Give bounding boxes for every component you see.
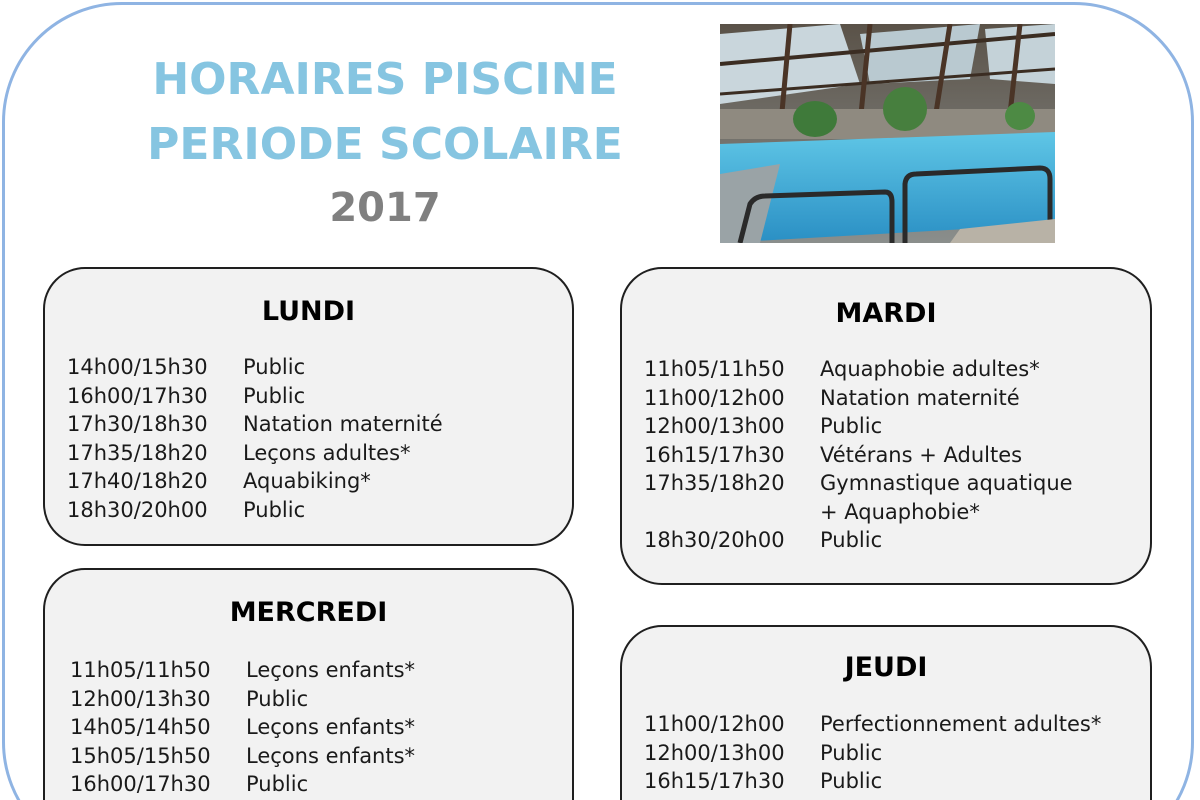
swimming-pool-photo [720, 24, 1055, 243]
schedule-time: 18h30/20h00 [67, 497, 208, 522]
schedule-row [644, 412, 1140, 441]
schedule-activity: Public [820, 740, 883, 765]
schedule-time: 11h00/12h00 [644, 712, 785, 736]
schedule-list-mardi [644, 355, 1140, 555]
schedule-row [70, 742, 562, 771]
schedule-row [70, 685, 562, 714]
day-title-mercredi: MERCREDI [229, 597, 388, 628]
schedule-row [67, 410, 562, 439]
schedule-time: 11h05/11h50 [70, 658, 211, 682]
schedule-row [67, 467, 562, 496]
schedule-time: 12h00/13h00 [644, 740, 785, 765]
schedule-time: 12h00/13h00 [644, 414, 785, 438]
schedule-row [644, 355, 1140, 384]
schedule-row [70, 770, 562, 799]
day-title-jeudi: JEUDI [844, 652, 928, 683]
schedule-time: 16h00/17h30 [67, 383, 208, 408]
schedule-activity: Public [243, 497, 306, 522]
schedule-activity: Natation maternité [820, 385, 1020, 410]
schedule-row [644, 526, 1140, 555]
schedule-activity: Aquaphobie adultes* [820, 357, 1040, 381]
schedule-row [644, 384, 1140, 413]
schedule-row [67, 382, 562, 411]
schedule-row [644, 710, 1140, 739]
schedule-activity: Public [243, 355, 306, 379]
day-title-mardi: MARDI [835, 298, 937, 329]
schedule-list-lundi [67, 353, 562, 524]
schedule-row [644, 739, 1140, 768]
schedule-activity: Aquabiking* [243, 469, 371, 493]
schedule-time: 17h35/18h20 [67, 440, 208, 465]
page-year: 2017 [329, 185, 441, 231]
schedule-activity: Public [246, 772, 309, 796]
schedule-time: 17h30/18h30 [67, 412, 208, 436]
schedule-time: 17h40/18h20 [67, 469, 208, 493]
day-title-lundi: LUNDI [261, 296, 356, 327]
schedule-activity: Leçons enfants* [246, 743, 416, 768]
schedule-row [644, 441, 1140, 470]
schedule-activity: Natation maternité [243, 412, 443, 436]
schedule-activity: Vétérans + Adultes [820, 442, 1023, 467]
schedule-row [644, 498, 1140, 527]
schedule-time: 15h05/15h50 [70, 743, 211, 768]
day-box-mardi [620, 267, 1152, 585]
schedule-row [70, 713, 562, 742]
schedule-time: 11h00/12h00 [644, 385, 785, 410]
schedule-activity: Public [246, 686, 309, 711]
schedule-list-mercredi [70, 656, 562, 799]
schedule-row [67, 353, 562, 382]
page-title-line2: PERIODE SCOLAIRE [147, 119, 623, 170]
schedule-activity: Public [820, 414, 883, 438]
schedule-activity: Leçons adultes* [243, 440, 411, 465]
schedule-time: 14h05/14h50 [70, 715, 211, 739]
schedule-activity: Public [820, 528, 883, 552]
schedule-row [67, 496, 562, 525]
schedule-time: 18h30/20h00 [644, 528, 785, 552]
schedule-activity: Perfectionnement adultes* [820, 712, 1102, 736]
schedule-time: 14h00/15h30 [67, 355, 208, 379]
schedule-time: 11h05/11h50 [644, 357, 785, 381]
schedule-list-jeudi [644, 710, 1140, 796]
schedule-time: 12h00/13h30 [70, 686, 211, 711]
schedule-row [70, 656, 562, 685]
schedule-activity: Leçons enfants* [246, 658, 416, 682]
schedule-row [644, 767, 1140, 796]
schedule-activity: Leçons enfants* [246, 715, 416, 739]
schedule-time: 16h15/17h30 [644, 769, 785, 793]
schedule-time: 16h00/17h30 [70, 772, 211, 796]
schedule-time: 16h15/17h30 [644, 442, 785, 467]
schedule-activity: Public [820, 769, 883, 793]
schedule-time [644, 498, 820, 527]
schedule-activity: Public [243, 383, 306, 408]
page-title-line1: HORAIRES PISCINE [152, 54, 618, 105]
day-box-mercredi [43, 568, 574, 800]
schedule-time: 17h35/18h20 [644, 471, 785, 495]
schedule-activity: + Aquaphobie* [820, 499, 980, 524]
schedule-row [644, 469, 1140, 498]
schedule-row [67, 439, 562, 468]
day-box-jeudi [620, 625, 1152, 800]
day-box-lundi [43, 267, 574, 546]
schedule-activity: Gymnastique aquatique [820, 471, 1073, 495]
